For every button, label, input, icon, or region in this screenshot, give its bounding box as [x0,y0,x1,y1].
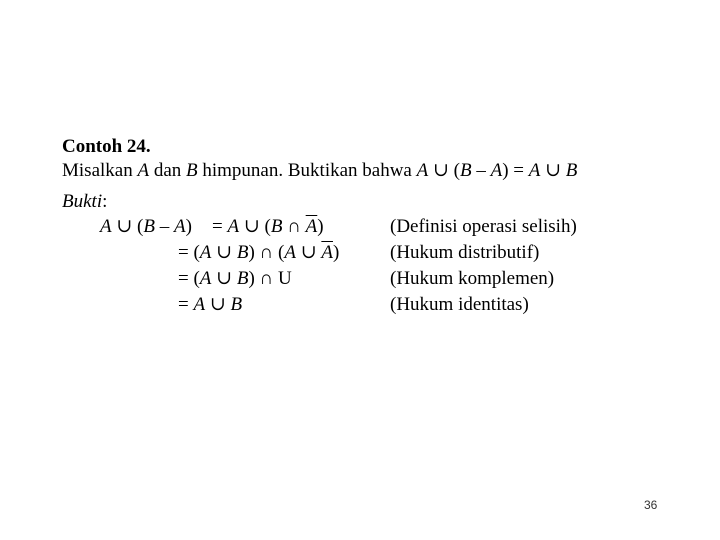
set-b: B [236,242,249,263]
set-a: A [173,216,186,237]
set-b: B [186,160,198,181]
statement-text: ∪ [540,160,566,181]
proof-step-3-reason: (Hukum komplemen) [390,268,555,289]
proof-step-3-rhs [178,268,292,290]
set-a: A [100,216,112,237]
example-heading: Contoh 24. [62,136,151,157]
set-b: B [143,216,155,237]
problem-statement [62,160,577,182]
expr-text: ∪ ( [239,216,271,237]
proof-step-1-reason: (Definisi operasi selisih) [390,216,577,237]
set-a: A [199,268,212,289]
set-a: A [227,216,240,237]
statement-text: Misalkan [62,160,138,181]
expr-text: ∪ [211,242,237,263]
expr-text: ) ∩ ( [248,242,285,263]
expr-text: – [154,216,174,237]
expr-text: ∪ [205,294,231,315]
statement-text: ) = [502,160,529,181]
proof-step-2-reason: (Hukum distributif) [390,242,540,263]
statement-text: dan [149,160,187,181]
expr-text: ∩ [282,216,306,237]
proof-word: Bukti [62,191,103,212]
expr-text: ) [317,216,324,237]
proof-colon: : [102,191,108,212]
set-a: A [528,160,541,181]
expr-text: ∪ [295,242,322,263]
expr-text: ) [185,216,192,237]
proof-step-4-rhs [178,294,242,316]
expr-text: = [178,294,194,315]
statement-text: himpunan. Buktikan bahwa [197,160,417,181]
statement-text: – [471,160,491,181]
set-b: B [459,160,472,181]
set-a: A [284,242,296,263]
set-a: A [137,160,150,181]
expr-text: ) ∩ U [248,268,292,289]
set-a-complement: $\overline{A}$ [321,242,333,263]
expr-text: = ( [178,242,200,263]
set-a: A [193,294,206,315]
set-a-complement: $\overline{A}$ [305,216,318,237]
expr-text: ) [332,242,340,263]
proof-step-1-lhs [100,216,192,238]
set-b: B [565,160,578,181]
page-number: 36 [644,498,658,512]
expr-text: = ( [178,268,200,289]
statement-text: ∪ ( [428,160,460,181]
set-b: B [270,216,283,237]
set-b: B [236,268,249,289]
proof-step-1-rhs [212,216,324,238]
proof-label [62,191,107,213]
set-a: A [199,242,212,263]
proof-step-4-reason: (Hukum identitas) [390,294,529,315]
set-a: A [490,160,503,181]
expr-text: = [212,216,228,237]
expr-text: ∪ ( [111,216,144,237]
expr-text: ∪ [211,268,237,289]
set-b: B [230,294,243,315]
proof-step-2-rhs [178,242,339,264]
set-a: A [416,160,429,181]
